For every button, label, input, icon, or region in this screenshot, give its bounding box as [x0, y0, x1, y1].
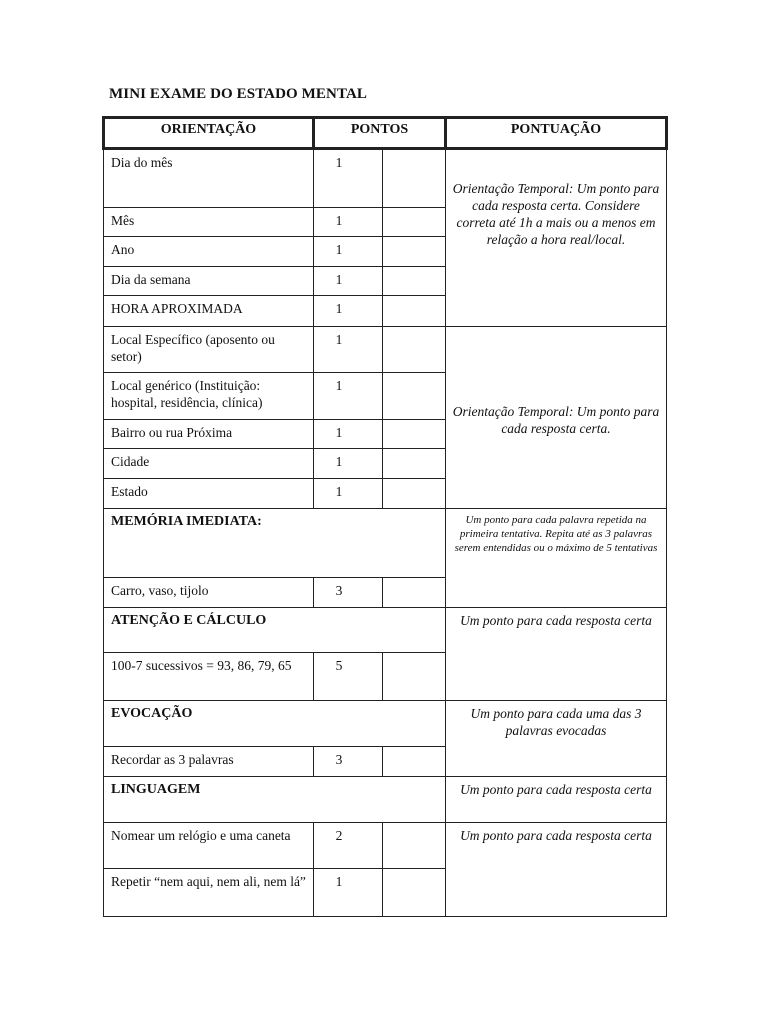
item-points: 1 [314, 149, 383, 208]
item-label: Ano [104, 237, 314, 267]
score-cell[interactable] [383, 823, 446, 869]
header-pontuacao: PONTUAÇÃO [446, 118, 667, 149]
section-row-evocacao [104, 701, 667, 747]
scoring-description: Um ponto para cada resposta certa [446, 608, 667, 701]
score-cell[interactable] [383, 208, 446, 237]
section-heading: EVOCAÇÃO [104, 701, 446, 747]
score-cell[interactable] [383, 237, 446, 267]
item-points: 1 [314, 449, 383, 479]
score-cell[interactable] [383, 479, 446, 509]
section-heading: MEMÓRIA IMEDIATA: [104, 509, 446, 578]
score-cell[interactable] [383, 373, 446, 420]
item-points: 1 [314, 208, 383, 237]
scoring-description: Um ponto para cada uma das 3 palavras evocadas [446, 701, 667, 777]
section-heading: ATENÇÃO E CÁLCULO [104, 608, 446, 653]
item-points: 1 [314, 420, 383, 449]
item-label: Dia do mês [104, 149, 314, 208]
table-row [104, 327, 667, 373]
scoring-description: Um ponto para cada resposta certa [446, 823, 667, 917]
item-points: 1 [314, 237, 383, 267]
header-pontos: PONTOS [314, 118, 446, 149]
score-cell[interactable] [383, 653, 446, 701]
score-cell[interactable] [383, 747, 446, 777]
item-label: Local Específico (aposento ou setor) [104, 327, 314, 373]
document-title: MINI EXAME DO ESTADO MENTAL [109, 86, 367, 102]
score-cell[interactable] [383, 149, 446, 208]
header-orientacao: ORIENTAÇÃO [104, 118, 314, 149]
section-row-linguagem [104, 777, 667, 823]
item-points: 3 [314, 747, 383, 777]
item-label: Nomear um relógio e uma caneta [104, 823, 314, 869]
item-label: Repetir “nem aqui, nem ali, nem lá” [104, 869, 314, 917]
score-cell[interactable] [383, 296, 446, 327]
table-row [104, 823, 667, 869]
table-row [104, 149, 667, 208]
item-points: 1 [314, 267, 383, 296]
item-label: Cidade [104, 449, 314, 479]
item-label: Dia da semana [104, 267, 314, 296]
item-label: 100-7 sucessivos = 93, 86, 79, 65 [104, 653, 314, 701]
score-cell[interactable] [383, 420, 446, 449]
section-row-atencao [104, 608, 667, 653]
item-points: 1 [314, 327, 383, 373]
score-cell[interactable] [383, 578, 446, 608]
table-header-row [104, 118, 667, 149]
item-label: HORA APROXIMADA [104, 296, 314, 327]
item-label: Estado [104, 479, 314, 509]
section-row-memoria [104, 509, 667, 578]
item-label: Bairro ou rua Próxima [104, 420, 314, 449]
score-cell[interactable] [383, 327, 446, 373]
score-cell[interactable] [383, 449, 446, 479]
item-label: Carro, vaso, tijolo [104, 578, 314, 608]
section-heading: LINGUAGEM [104, 777, 446, 823]
item-points: 3 [314, 578, 383, 608]
item-points: 1 [314, 296, 383, 327]
scoring-description: Um ponto para cada palavra repetida na primeira tentativa. Repita até as 3 palavras serem entendidas ou o máximo de 5 tentativas [446, 509, 667, 608]
item-points: 1 [314, 479, 383, 509]
score-cell[interactable] [383, 869, 446, 917]
scoring-description: Um ponto para cada resposta certa [446, 777, 667, 823]
scoring-description: Orientação Temporal: Um ponto para cada resposta certa. Considere correta até 1h a mais ou a menos em relação a hora real/local. [446, 149, 667, 327]
scoring-description: Orientação Temporal: Um ponto para cada resposta certa. [446, 327, 667, 509]
item-points: 1 [314, 869, 383, 917]
item-points: 5 [314, 653, 383, 701]
item-label: Local genérico (Instituição: hospital, residência, clínica) [104, 373, 314, 420]
mini-mental-table [102, 116, 668, 917]
item-label: Recordar as 3 palavras [104, 747, 314, 777]
score-cell[interactable] [383, 267, 446, 296]
item-points: 2 [314, 823, 383, 869]
item-points: 1 [314, 373, 383, 420]
item-label: Mês [104, 208, 314, 237]
